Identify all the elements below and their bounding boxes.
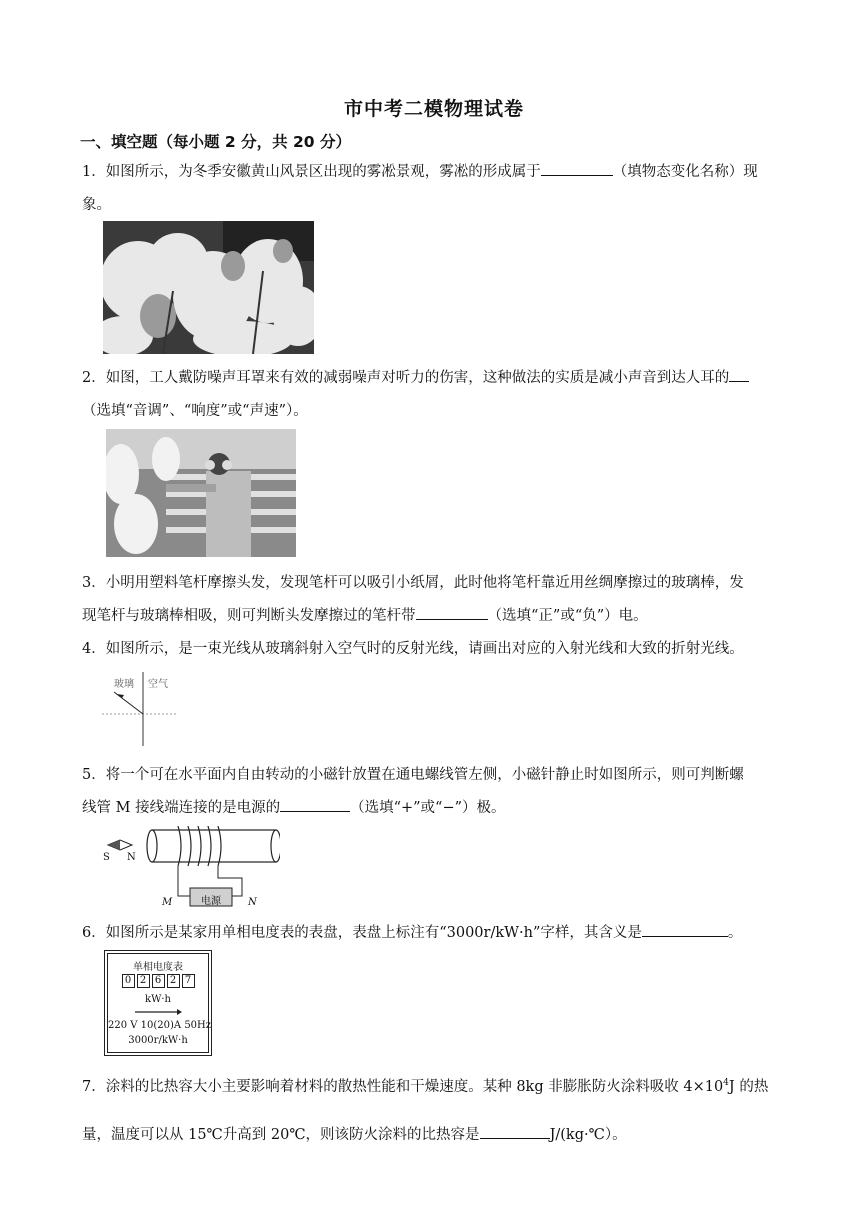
meter-digit: 0 bbox=[122, 974, 135, 988]
worker-photo bbox=[106, 429, 296, 557]
question-1-line-2: 象。 bbox=[82, 197, 111, 213]
page-title: 市中考二模物理试卷 bbox=[343, 98, 524, 120]
question-3-line-1: 3．小明用塑料笔杆摩擦头发，发现笔杆可以吸引小纸屑，此时他将笔杆靠近用丝绸摩擦过的玻璃棒，发 bbox=[82, 575, 744, 591]
terminal-label-n: N bbox=[248, 897, 257, 908]
q6-text-a: 6．如图所示是某家用单相电度表的表盘，表盘上标注有“3000r/kW·h”字样，其含义是 bbox=[82, 925, 642, 941]
question-5-line-1: 5．将一个可在水平面内自由转动的小磁针放置在通电螺线管左侧，小磁针静止时如图所示，则可判断螺 bbox=[82, 767, 744, 783]
needle-label-n: N bbox=[127, 852, 136, 863]
needle-label-s: S bbox=[103, 852, 110, 863]
section-heading-fill-blank: 一、填空题（每小题 2 分，共 20 分） bbox=[80, 133, 351, 151]
q7-exponent: 4 bbox=[723, 1078, 729, 1089]
q7-text-b: J 的热 bbox=[728, 1079, 769, 1095]
question-1-line-1 bbox=[82, 160, 758, 181]
question-7-line-1 bbox=[82, 1075, 768, 1096]
q6-answer-blank[interactable] bbox=[642, 922, 728, 937]
question-5-line-2 bbox=[82, 796, 506, 817]
q1-text-a: 1．如图所示，为冬季安徽黄山风景区出现的雾凇景观，雾凇的形成属于 bbox=[82, 164, 541, 180]
label-glass: 玻璃 bbox=[114, 679, 134, 690]
meter-digit: 7 bbox=[182, 974, 195, 988]
q7-text-a: 7．涂料的比热容大小主要影响着材料的散热性能和干燥速度。某种 8kg 非膨胀防火涂料吸收 4×10 bbox=[82, 1079, 724, 1095]
meter-digit: 2 bbox=[167, 974, 180, 988]
meter-digit: 6 bbox=[152, 974, 165, 988]
question-7-line-2 bbox=[82, 1123, 627, 1144]
q6-text-b: 。 bbox=[727, 925, 743, 941]
solenoid-diagram bbox=[100, 826, 280, 914]
q7-text-c: 量，温度可以从 15℃升高到 20℃，则该防火涂料的比热容是 bbox=[82, 1127, 480, 1143]
meter-arrow-icon bbox=[108, 1008, 208, 1016]
q7-answer-blank[interactable] bbox=[480, 1124, 550, 1139]
meter-spec: 220 V 10(20)A 50Hz bbox=[108, 1020, 212, 1031]
refraction-diagram bbox=[100, 670, 180, 748]
meter-digits bbox=[108, 974, 208, 988]
q5-answer-blank[interactable] bbox=[280, 797, 350, 812]
q3-text-b: （选填“正”或“负”）电。 bbox=[487, 608, 648, 624]
meter-unit: kW·h bbox=[145, 994, 171, 1005]
q7-text-d: J/(kg·℃）。 bbox=[549, 1127, 627, 1143]
question-4-line-1: 4．如图所示，是一束光线从玻璃斜射入空气时的反射光线，请画出对应的入射光线和大致的折射光线。 bbox=[82, 641, 744, 657]
question-2-line-1 bbox=[82, 366, 749, 387]
q2-answer-blank[interactable] bbox=[729, 367, 749, 382]
terminal-label-m: M bbox=[162, 897, 173, 908]
meter-title: 单相电度表 bbox=[133, 962, 183, 973]
q1-text-b: （填物态变化名称）现 bbox=[612, 164, 758, 180]
electric-meter bbox=[104, 950, 212, 1056]
q1-answer-blank[interactable] bbox=[541, 161, 613, 176]
question-2-line-2: （选填“音调”、“响度”或“声速”）。 bbox=[82, 403, 308, 419]
meter-digit: 2 bbox=[137, 974, 150, 988]
rime-photo bbox=[103, 221, 314, 354]
question-6-line-1 bbox=[82, 921, 742, 942]
question-3-line-2 bbox=[82, 604, 648, 625]
meter-face bbox=[107, 953, 212, 1053]
q2-text: 2．如图，工人戴防噪声耳罩来有效的减弱噪声对听力的伤害，这种做法的实质是减小声音到达人耳的 bbox=[82, 370, 730, 386]
q3-text-a: 现笔杆与玻璃棒相吸，则可判断头发摩擦过的笔杆带 bbox=[82, 608, 416, 624]
q5-text-b: （选填“+”或“−”）极。 bbox=[350, 800, 506, 816]
q5-text-a: 线管 M 接线端连接的是电源的 bbox=[82, 800, 281, 816]
power-source-label: 电源 bbox=[201, 896, 221, 907]
label-air: 空气 bbox=[148, 679, 168, 690]
meter-revolutions: 3000r/kW·h bbox=[128, 1035, 188, 1046]
q3-answer-blank[interactable] bbox=[416, 605, 488, 620]
